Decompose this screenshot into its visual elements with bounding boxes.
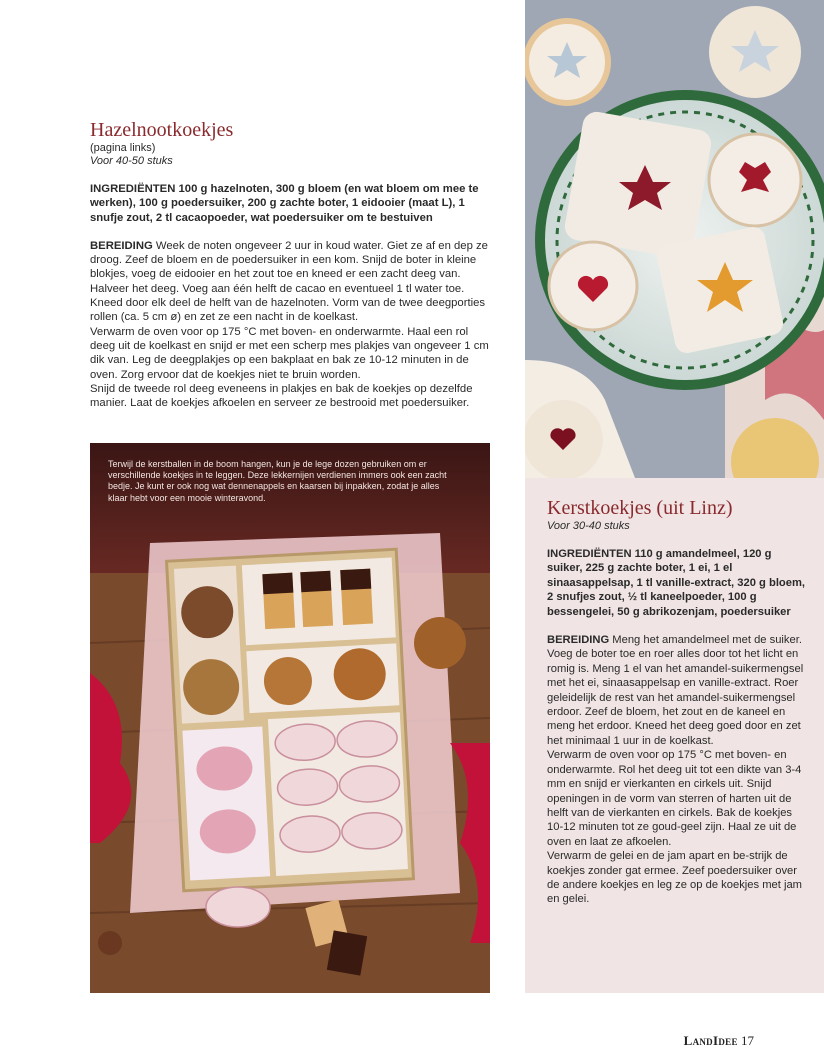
recipe-title: Kerstkoekjes (uit Linz) [547,497,733,519]
preparation-paragraph [547,633,809,748]
recipe-yield: Voor 30-40 stuks [547,520,630,532]
recipe-panel-linz [525,478,824,993]
ingredients-text: 110 g amandelmeel, 120 g suiker, 225 g zachte boter, 1 ei, 1 el sinaasappelsap, 1 tl vanille-extract, 320 g bloem, 2 snufjes zout, ½ tl kaneelpoeder, 100 g bessengelei, 50 g abrikozenjam, poedersuiker [547,548,806,618]
preparation-text: Meng het amandelmeel met de suiker. Voeg de boter toe en roer alles door tot het licht en romig is. Meng 1 el van het amandel-suikermengsel met het ei, sinaasappelsap en vanille-extract. Roer geleidelijk de rest van het amandel-suikermengsel erdoor. Zeef de bloem, het zout en de kaneel en meng het erdoor. Kneed het deeg goed door en zet het minimaal 1 uur in de koelkast. [547,634,804,747]
preparation-paragraph: Verwarm de gelei en de jam apart en be-strijk de koekjes zonder gat ermee. Zeef poedersuiker over de andere koekjes en leg ze op de koekjes met jam en gelei. [547,850,802,906]
recipe-kerstkoekjes [547,496,809,907]
recipe-yield: Voor 40-50 stuks [90,155,173,167]
ingredients-label: INGREDIËNTEN [547,548,632,560]
preparation-label: BEREIDING [547,634,610,647]
preparation-label: BEREIDING [90,239,153,252]
preparation-text: Week de noten ongeveer 2 uur in koud water. Giet ze af en dep ze droog. Zeef de bloem en de poedersuiker in een kom. Snijd de boter in kleine blokjes, voeg de eidooier en het zout toe en kneed er een zacht deeg van. Halveer het deeg. Voeg aan één helft de cacao en eventueel 1 tl water toe. Kneed door elk deel de helft van de hazelnoten. Vorm van de twee deegporties rollen (ca. 5 cm ø) en zet ze een nacht in de koelkast. [90,239,488,324]
ingredients-paragraph [90,182,490,225]
linzer-cookies-photo [525,0,824,478]
ingredients-paragraph [547,547,809,619]
ingredients-label: INGREDIËNTEN [90,183,176,195]
preparation-paragraph [90,239,490,325]
page-footer [684,1033,754,1049]
recipe-title: Hazelnootkoekjes [90,119,234,141]
preparation-paragraph: Snijd de tweede rol deeg eveneens in plakjes en bak de koekjes op dezelfde manier. Laat de koekjes afkoelen en serveer ze bestrooid met poedersuiker. [90,382,473,410]
photo-caption: Terwijl de kerstballen in de boom hangen, kun je de lege dozen gebruiken om er verschillende koekjes in te leggen. Deze lekkernijen verdienen immers ook een zacht bedje. Je kunt er ook nog wat dennenappels en kaarsen bij inpakken, zodat je alles klaar hebt voor een mooie winteravond. [108,459,447,503]
cookie-box-photo [90,443,490,993]
magazine-brand: LandIdee [683,1033,738,1048]
page-number: 17 [741,1033,754,1048]
recipe-subtitle: (pagina links) [90,142,156,154]
recipe-hazelnootkoekjes [90,118,490,410]
ingredients-text: 100 g hazelnoten, 300 g bloem (en wat bloem om mee te werken), 100 g poedersuiker, 200 g zachte boter, 1 eidooier (maat L), 1 snufje zout, 2 tl cacaopoeder, wat poedersuiker om te bestuiven [90,183,479,224]
preparation-paragraph: Verwarm de oven voor op 175 °C met boven- en onderwarmte. Rol het deeg uit tot een dikte van 3-4 mm en snijd er vierkanten en cirkels uit. Snijd openingen in de vorm van sterren of harten uit de helft van de vierkanten en cirkels. Bak de koekjes 10-12 minuten tot ze goud-geel zijn. Haal ze uit de oven en laat ze afkoelen. [547,749,802,848]
preparation-paragraph: Verwarm de oven voor op 175 °C met boven- en onderwarmte. Haal een rol deeg uit de koelkast en snijd er met een scherp mes plakjes van ongeveer 1 cm dik van. Leg de deegplakjes op een bakplaat en bak ze 10-12 minuten in de oven. Zorg ervoor dat de koekjes niet te bruin worden. [90,325,489,381]
